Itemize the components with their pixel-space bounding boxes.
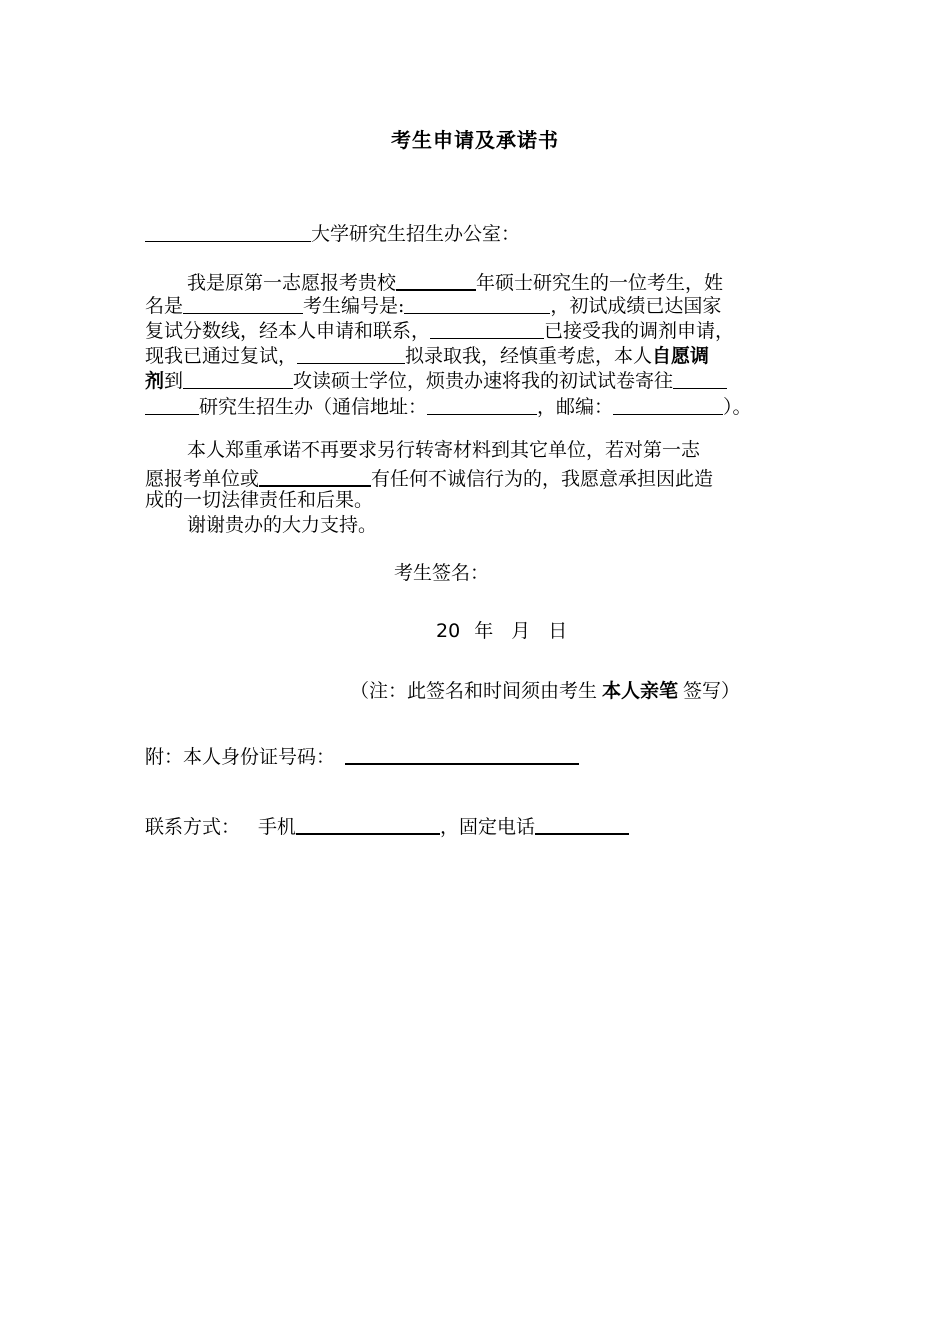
- postcode-blank[interactable]: [613, 394, 723, 415]
- p2-line-1: [187, 438, 700, 462]
- contact-line: [145, 811, 629, 839]
- p1-text: 到: [164, 370, 184, 392]
- p1-text: 现我已通过复试，: [145, 345, 298, 367]
- p1-text: ）。: [723, 396, 752, 418]
- note-bold-text: 本人亲笔: [602, 680, 679, 702]
- year-blank[interactable]: [396, 269, 476, 291]
- p1-text: 考生编号是:: [303, 295, 405, 317]
- note-text: 签写）: [683, 680, 741, 702]
- signature-label: 考生签名：: [394, 562, 490, 584]
- p1-text: 复试分数线，经本人申请和联系，: [145, 320, 431, 342]
- admitting-unit-blank[interactable]: [297, 343, 405, 364]
- university-blank[interactable]: [145, 221, 311, 242]
- id-number-line: [145, 741, 579, 769]
- phone-blank[interactable]: [535, 813, 629, 835]
- bold-text: 自愿调: [652, 345, 710, 367]
- mobile-blank[interactable]: [296, 813, 440, 835]
- salutation-text: 大学研究生招生办公室：: [311, 223, 521, 245]
- p1-line-3: [145, 316, 734, 343]
- salutation-line: [145, 219, 520, 246]
- phone-label: 固定电话: [459, 816, 536, 838]
- p2-text: 成的一切法律责任和后果。: [145, 489, 374, 511]
- address-blank[interactable]: [427, 394, 537, 415]
- thanks-line: 谢谢贵办的大力支持。: [187, 514, 378, 536]
- signature-note: [350, 679, 740, 703]
- p1-text: 研究生招生办（通信地址：: [199, 396, 428, 418]
- p1-line-5: [145, 366, 727, 393]
- note-text: （注：此签名和时间须由考生: [350, 680, 598, 702]
- p1-text: 我是原第一志愿报考贵校: [187, 272, 397, 294]
- mobile-label: 手机: [258, 816, 297, 838]
- mail-to-blank-cont[interactable]: [145, 394, 199, 415]
- p2-text: 本人郑重承诺不再要求另行转寄材料到其它单位，若对第一志: [187, 439, 701, 461]
- mail-to-blank[interactable]: [673, 368, 727, 389]
- p1-text: 年硕士研究生的一位考生，姓: [476, 272, 724, 294]
- p2-text: 愿报考单位或: [145, 468, 260, 490]
- p1-line-2: [145, 291, 721, 318]
- p1-text: 名是: [145, 295, 184, 317]
- name-blank[interactable]: [183, 293, 303, 314]
- p1-line-6: [145, 392, 752, 419]
- year-prefix: 20: [436, 620, 461, 642]
- p1-text: 攻读硕士学位，烦贵办速将我的初试试卷寄往: [293, 370, 674, 392]
- id-number-blank[interactable]: [345, 743, 579, 765]
- p2-line-3: [145, 488, 373, 512]
- p1-text: 已接受我的调剂申请，: [544, 320, 735, 342]
- month-label: 月: [511, 620, 531, 642]
- p1-text: ，邮编：: [537, 396, 614, 418]
- unit-blank[interactable]: [259, 465, 371, 487]
- p1-line-4: [145, 341, 709, 368]
- p1-text: 拟录取我，经慎重考虑，本人: [405, 345, 653, 367]
- contact-separator: ，: [440, 816, 460, 838]
- p2-line-2: [145, 463, 713, 491]
- p1-text: ，初试成绩已达国家: [550, 295, 722, 317]
- date-line: [436, 619, 567, 643]
- day-label: 日: [548, 620, 568, 642]
- contact-label: 联系方式：: [145, 816, 241, 838]
- id-label: 附：本人身份证号码：: [145, 746, 336, 768]
- exam-number-blank[interactable]: [404, 293, 550, 314]
- accepting-unit-blank[interactable]: [430, 318, 544, 339]
- bold-text: 剂: [145, 370, 165, 392]
- target-unit-blank[interactable]: [183, 368, 293, 389]
- p2-text: 有任何不诚信行为的，我愿意承担因此造: [371, 468, 714, 490]
- page-title: 考生申请及承诺书: [391, 128, 559, 152]
- year-label: 年: [474, 620, 494, 642]
